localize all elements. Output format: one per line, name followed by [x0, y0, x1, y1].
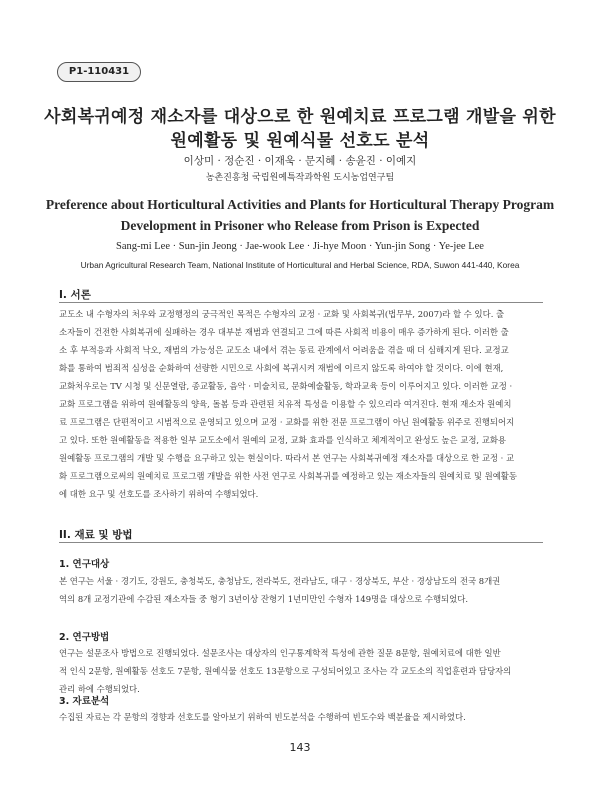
- subsection-2-line: 적 인식 2문항, 원예활동 선호도 7문항, 원예식물 선호도 13문항으로 구성되어있고 조사는 각 교도소의 직업훈련과 담당자의: [59, 666, 512, 676]
- section-1-line: 화를 통하여 범죄적 심성을 순화하여 선량한 시민으로 사회에 복귀시켜 재범에 이르지 않도록 하여야 할 것이다. 이에 현재,: [59, 363, 504, 373]
- subsection-1-line: 역의 8개 교정기관에 수감된 재소자들 중 형기 3년이상 잔형기 1년미만인 수형자 149명을 대상으로 수행되었다.: [59, 594, 469, 604]
- section-1-line: 원예활동 프로그램의 개발 및 수행을 요구하고 있는 현실이다. 따라서 본 연구는 사회복귀예정 재소자를 대상으로 한 교정 · 교: [59, 453, 515, 463]
- title-ko-line-2: 원예활동 및 원예식물 선호도 분석: [170, 131, 430, 151]
- subsection-2-heading: 2. 연구방법: [59, 632, 110, 643]
- title-en-line-2: Development in Prisoner who Release from Prison is Expected: [120, 218, 480, 233]
- section-1-divider: [59, 302, 543, 303]
- section-1-line: 고 있다. 또한 원예활동을 적용한 일부 교도소에서 원예의 교정, 교화 효과를 인식하고 체계적이고 완성도 높은 교정, 교화용: [59, 435, 507, 445]
- subsection-3-heading: 3. 자료분석: [59, 696, 110, 707]
- section-1-line: 소자들이 건전한 사회복귀에 실패하는 경우 대부분 재범과 연결되고 그에 따른 사회적 비용이 매우 증가하게 된다. 이러한 출: [59, 327, 509, 337]
- section-2-divider: [59, 542, 543, 543]
- section-1-line: 에 대한 요구 및 선호도를 조사하기 위하여 수행되었다.: [59, 489, 259, 499]
- subsection-2-line: 연구는 설문조사 방법으로 진행되었다. 설문조사는 대상자의 인구통계학적 특성에 관한 질문 8문항, 원예치료에 대한 일반: [59, 648, 501, 658]
- section-1-line: 화 프로그램으로써의 원예치료 프로그램 개발을 위한 사전 연구로 사회복귀를 예정하고 있는 재소자들의 원예치료 및 원예활동: [59, 471, 517, 481]
- section-1-line: 교화처우로는 TV 시청 및 신문열람, 종교활동, 음악 · 미술치료, 문화예술활동, 학과교육 등이 이루어지고 있다. 이러한 교정 ·: [59, 381, 513, 391]
- affiliation-en: Urban Agricultural Research Team, National Institute of Horticultural and Herbal Science, RDA, Suwon 441-440, Korea: [80, 260, 520, 270]
- title-ko-line-1: 사회복귀예정 재소자를 대상으로 한 원예치료 프로그램 개발을 위한: [44, 107, 556, 127]
- section-2-heading: II. 재료 및 방법: [59, 529, 133, 541]
- section-1-line: 교화 프로그램을 위하여 원예활동의 양육, 돌봄 등과 관련된 치유적 특성을 이용할 수 있으리라 여겨진다. 현재 재소자 원예치: [59, 399, 512, 409]
- subsection-3-line: 수집된 자료는 각 문항의 경향과 선호도를 알아보기 위하여 빈도분석을 수행하여 빈도수와 백분율을 제시하였다.: [59, 712, 466, 722]
- subsection-2-line: 관리 하에 수행되었다.: [59, 684, 140, 694]
- page-number: 143: [289, 741, 311, 754]
- section-1-line: 교도소 내 수형자의 처우와 교정행정의 궁극적인 목적은 수형자의 교정 · 교화 및 사회복귀(법무부, 2007)라 할 수 있다. 출: [59, 309, 505, 319]
- subsection-1-heading: 1. 연구대상: [59, 559, 110, 570]
- affiliation-ko: 농촌진흥청 국립원예특작과학원 도시농업연구팀: [205, 173, 395, 183]
- authors-en: Sang-mi Lee · Sun-jin Jeong · Jae-wook Lee · Ji-hye Moon · Yun-jin Song · Ye-jee Lee: [116, 241, 484, 252]
- title-en-line-1: Preference about Horticultural Activities and Plants for Horticultural Therapy Program: [45, 197, 555, 212]
- authors-ko: 이상미 · 정순진 · 이재욱 · 문지혜 · 송윤진 · 이예지: [183, 155, 417, 167]
- section-1-line: 료 프로그램은 단편적이고 시범적으로 운영되고 있으며 교정 · 교화를 위한 전문 프로그램이 아닌 원예활동 위주로 진행되어지: [59, 417, 515, 427]
- section-1-heading: I. 서론: [59, 289, 91, 301]
- section-1-line: 소 후 부적응과 사회적 낙오, 재범의 가능성은 교도소 내에서 겪는 동료 관계에서 어려움을 겪을 때 더 심해지게 된다. 교정교: [59, 345, 509, 355]
- subsection-1-line: 본 연구는 서울 · 경기도, 강원도, 충청북도, 충청남도, 전라북도, 전라남도, 대구 · 경상북도, 부산 · 경상남도의 전국 8개권: [59, 576, 501, 586]
- poster-code-badge: P1-110431: [57, 62, 141, 82]
